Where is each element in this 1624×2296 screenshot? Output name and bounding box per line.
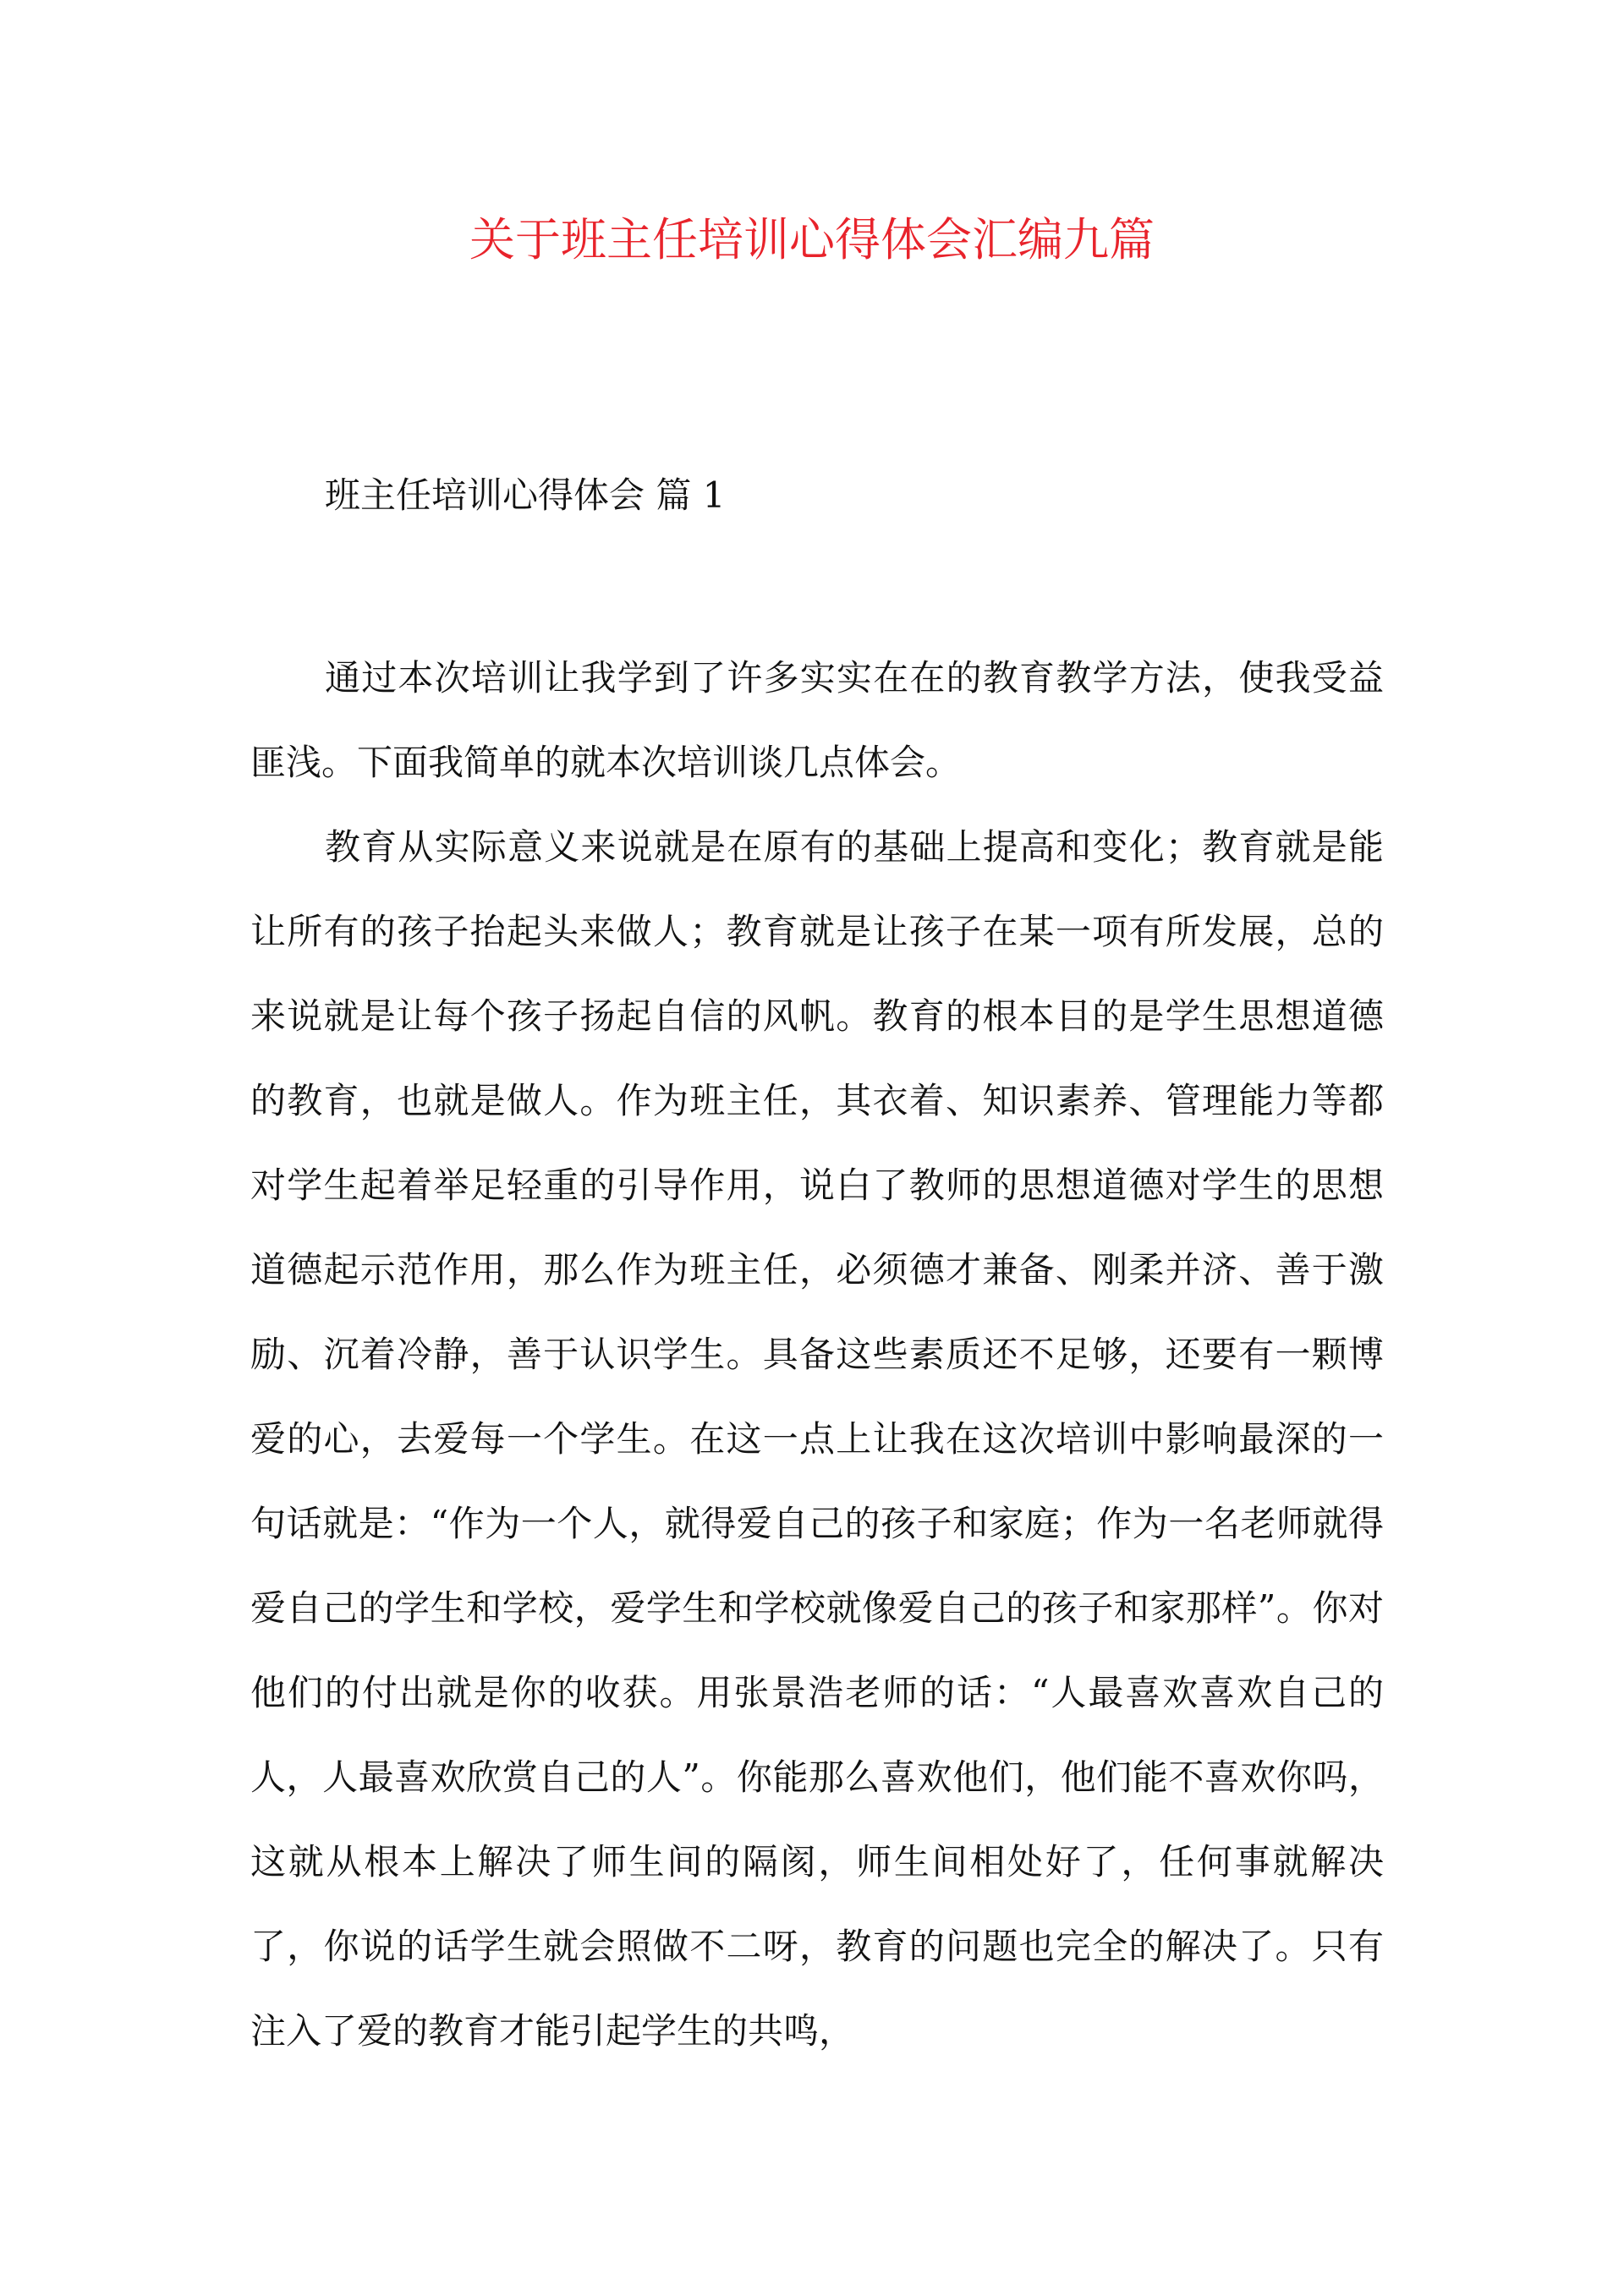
section-heading: 班主任培训心得体会 篇 1 bbox=[325, 474, 726, 516]
document-title: 关于班主任培训心得体会汇编九篇 bbox=[469, 213, 1155, 266]
paragraph: 通过本次培训让我学到了许多实实在在的教育教学方法，使我受益匪浅。下面我简单的就本次培训谈几点体会。 bbox=[250, 657, 1384, 783]
paragraph: 教育从实际意义来说就是在原有的基础上提高和变化；教育就是能让所有的孩子抬起头来做人；教育就是让孩子在某一项有所发展，总的来说就是让每个孩子扬起自信的风帆。教育的根本目的是学生思想道德的教育，也就是做人。作为班主任，其衣着、知识素养、管理能力等都对学生起着举足轻重的引导作用，说白了教师的思想道德对学生的思想道德起示范作用，那么作为班主任，必须德才兼备、刚柔并济、善于激励、沉着冷静，善于认识学生。具备这些素质还不足够，还要有一颗博爱的心，去爱每一个学生。在这一点上让我在这次培训中影响最深的一句话就是：“作为一个人，就得爱自己的孩子和家庭；作为一名老师就得爱自己的学生和学校，爱学生和学校就像爱自己的孩子和家那样”。你对他们的付出就是你的收获。用张景浩老师的话：“人最喜欢喜欢自己的人，人最喜欢欣赏自己的人”。你能那么喜欢他们，他们能不喜欢你吗，这就从根本上解决了师生间的隔阂，师生间相处好了，任何事就解决了，你说的话学生就会照做不二呀，教育的问题也完全的解决了。只有注入了爱的教育才能引起学生的共鸣， bbox=[250, 826, 1384, 2052]
body-text bbox=[250, 636, 1384, 2074]
